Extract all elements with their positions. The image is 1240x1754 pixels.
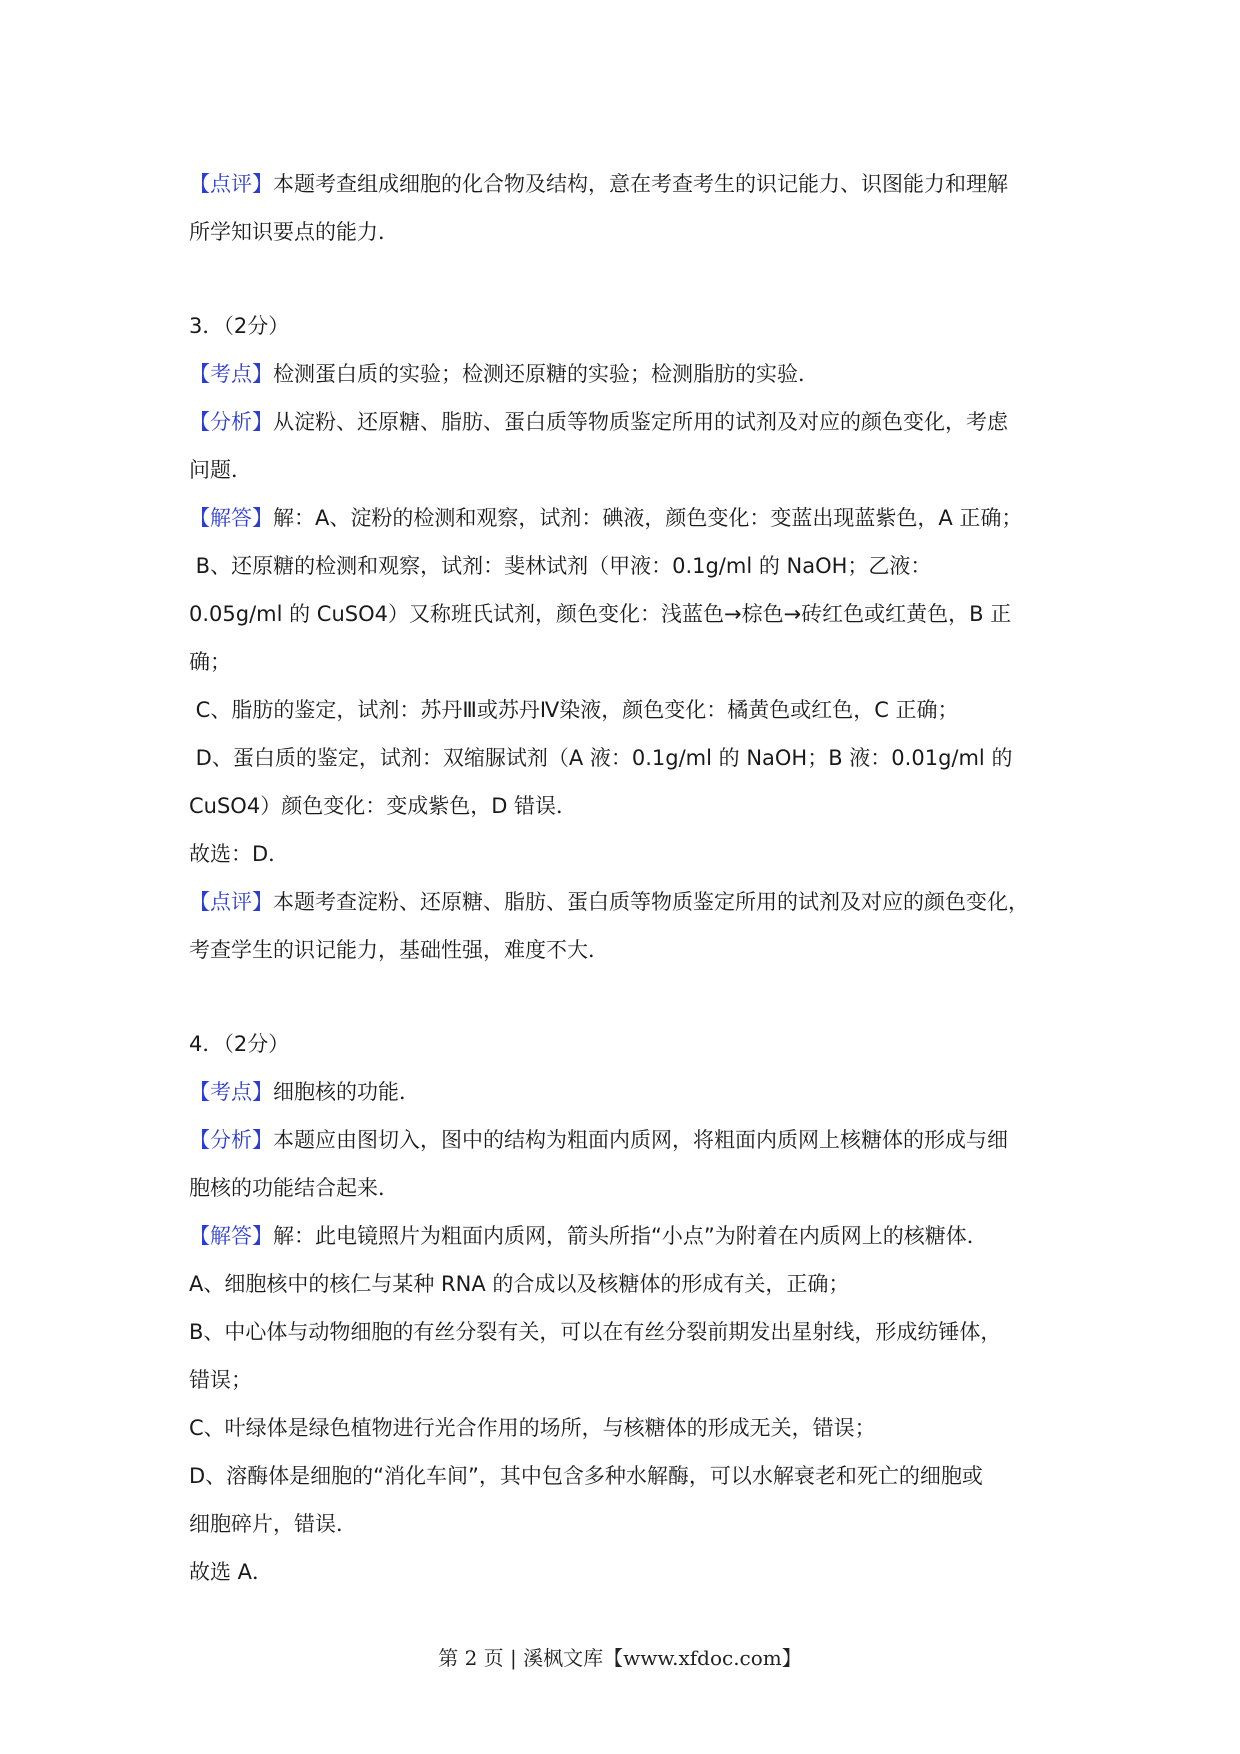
q4-fenxi-line2: 胞核的功能结合起来． [189,1176,399,1200]
q4-jieda-line4: 错误； [189,1368,252,1392]
q4-jieda-line6: D、溶酶体是细胞的“消化车间”，其中包含多种水解酶，可以水解衰老和死亡的细胞或 [189,1464,983,1488]
q2-review-line1: 【点评】本题考查组成细胞的化合物及结构，意在考查考生的识记能力、识图能力和理解 [189,172,1008,196]
q3-jieda-line3: 0.05g/ml 的 CuSO4）又称班氏试剂，颜色变化：浅蓝色→棕色→砖红色或红黄色，B 正 [189,602,1012,626]
q4-answer: 故选 A． [189,1560,274,1584]
q3-jieda-line2: B、还原糖的检测和观察，试剂：斐林试剂（甲液：0.1g/ml 的 NaOH；乙液： [189,554,932,578]
q4-kaodian: 【考点】细胞核的功能． [189,1080,420,1104]
q3-header: 3．（2分） [189,314,290,338]
jieda-tag: 【解答】 [189,506,273,530]
q3-dianping-line1: 【点评】本题考查淀粉、还原糖、脂肪、蛋白质等物质鉴定所用的试剂及对应的颜色变化， [189,890,1029,914]
q4-jieda-line3: B、中心体与动物细胞的有丝分裂有关，可以在有丝分裂前期发出星射线，形成纺锤体， [189,1320,1002,1344]
q4-jieda-line2: A、细胞核中的核仁与某种 RNA 的合成以及核糖体的形成有关，正确； [189,1272,850,1296]
kaodian-tag: 【考点】 [189,362,273,386]
q3-kaodian: 【考点】检测蛋白质的实验；检测还原糖的实验；检测脂肪的实验． [189,362,819,386]
fenxi-tag: 【分析】 [189,410,273,434]
page-footer: 第 2 页 | 溪枫文库【www.xfdoc.com】 [438,1646,802,1670]
q4-fenxi-line1: 【分析】本题应由图切入，图中的结构为粗面内质网，将粗面内质网上核糖体的形成与细 [189,1128,1008,1152]
fenxi-tag: 【分析】 [189,1128,273,1152]
q3-jieda-line6: D、蛋白质的鉴定，试剂：双缩脲试剂（A 液：0.1g/ml 的 NaOH；B 液：0.01g/ml 的 [189,746,1013,770]
dianping-tag: 【点评】 [189,890,273,914]
q4-jieda-line1: 【解答】解：此电镜照片为粗面内质网，箭头所指“小点”为附着在内质网上的核糖体． [189,1224,988,1248]
q3-jieda-line4: 确； [189,650,231,674]
q4-header: 4．（2分） [189,1032,290,1056]
spacer [189,256,1069,302]
q3-jieda-line1: 【解答】解：A、淀粉的检测和观察，试剂：碘液，颜色变化：变蓝出现蓝紫色，A 正确； [189,506,1023,530]
q3-fenxi-line1: 【分析】从淀粉、还原糖、脂肪、蛋白质等物质鉴定所用的试剂及对应的颜色变化，考虑 [189,410,1008,434]
q3-jieda-line5: C、脂肪的鉴定，试剂：苏丹Ⅲ或苏丹Ⅳ染液，颜色变化：橘黄色或红色，C 正确； [189,698,959,722]
q3-fenxi-line2: 问题． [189,458,252,482]
review-tag: 【点评】 [189,172,273,196]
document-body [189,160,1069,1596]
q3-jieda-line7: CuSO4）颜色变化：变成紫色，D 错误． [189,794,578,818]
q3-dianping-line2: 考查学生的识记能力，基础性强，难度不大． [189,938,609,962]
spacer [189,974,1069,1020]
q3-answer: 故选：D． [189,842,290,866]
kaodian-tag: 【考点】 [189,1080,273,1104]
q4-jieda-line5: C、叶绿体是绿色植物进行光合作用的场所，与核糖体的形成无关，错误； [189,1416,876,1440]
jieda-tag: 【解答】 [189,1224,273,1248]
q2-review-line2: 所学知识要点的能力． [189,220,399,244]
q4-jieda-line7: 细胞碎片，错误． [189,1512,357,1536]
